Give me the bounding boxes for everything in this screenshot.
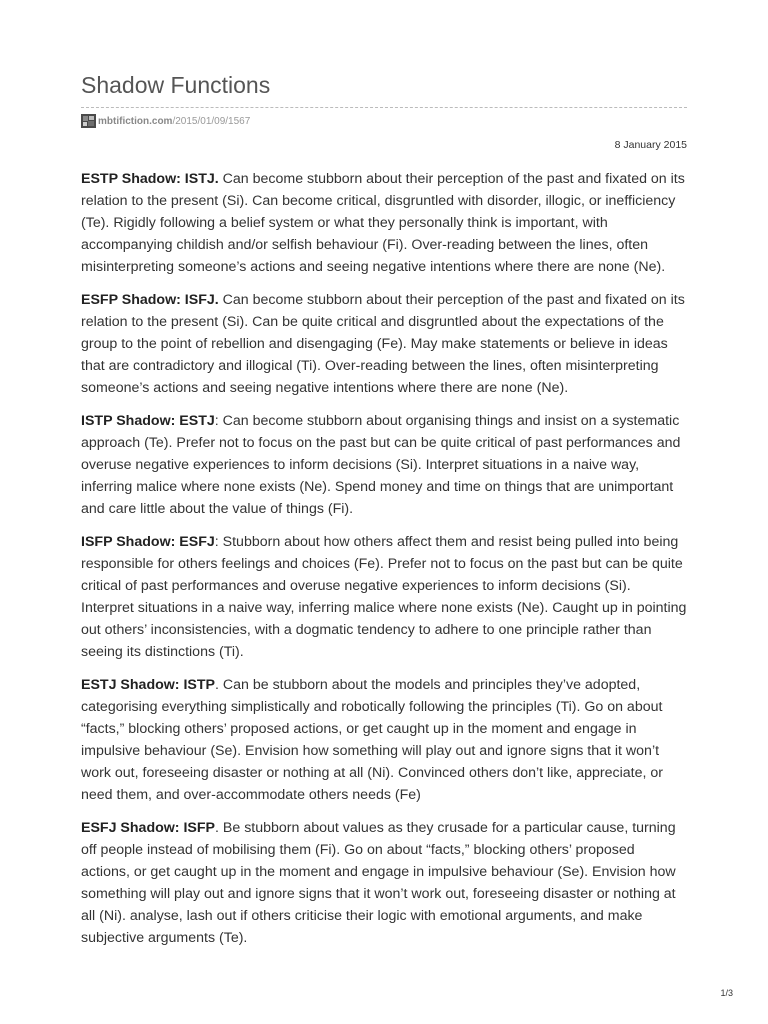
paragraph-esfp xyxy=(81,289,687,399)
paragraph-text: Can become stubborn about their perception of the past and fixated on its relation to the present (Si). Can be quite critical and disgruntled about the expectations of the group to the point of rebellion and disengaging (Fe). May make statements or believe in ideas that are contradictory and illogical (Ti). Over-reading between the lines, often misinterpreting someone’s actions and seeing negative intentions where there are none (Ne). xyxy=(81,292,685,396)
paragraph-heading: ESTJ Shadow: ISTP xyxy=(81,677,216,693)
article-body xyxy=(81,168,687,960)
source-domain-link[interactable]: mbtifiction.com xyxy=(98,115,173,127)
paragraph-text: : Stubborn about how others affect them and resist being pulled into being responsible for others feelings and choices (Fe). Prefer not to focus on the past but can be quite critical of past performances and overuse negative experiences to inform decisions (Si). Interpret situations in a naive way, inferring malice where none exists (Ne). Caught up in pointing out others’ inconsistencies, with a dogmatic tendency to adhere to one principle rather than seeing its distinctions (Ti). xyxy=(81,534,687,660)
paragraph-text: . Can be stubborn about the models and principles they’ve adopted, categorising everything simplistically and robotically following the principles (Ti). Go on about “facts,” blocking others’ proposed actions, or get caught up in the moment and engage in impulsive behaviour (Se). Envision how something will play out and ignore signs that it won’t work out, foreseeing disaster or nothing at all (Ni). Convinced others don’t like, appreciate, or need them, and over-accommodate others needs (Fe) xyxy=(81,677,663,803)
paragraph-heading: ISTP Shadow: ESTJ xyxy=(81,413,215,429)
document-page xyxy=(81,0,687,1024)
paragraph-heading: ESTP Shadow: ISTJ. xyxy=(81,171,219,187)
paragraph-text: Can become stubborn about their perception of the past and fixated on its relation to the present (Si). Can become critical, disgruntled with disorder, illogic, or inefficiency (Te). Rigidly following a belief system or what they personally think is important, with accompanying childish and/or selfish behaviour (Fi). Over-reading between the lines, often misinterpreting someone’s actions and seeing negative intentions where there are none (Ne). xyxy=(81,171,685,275)
paragraph-istp xyxy=(81,410,687,520)
page-number: 1/3 xyxy=(720,988,733,998)
paragraph-heading: ESFP Shadow: ISFJ. xyxy=(81,292,219,308)
site-favicon-icon xyxy=(81,114,96,128)
paragraph-heading: ESFJ Shadow: ISFP xyxy=(81,820,216,836)
paragraph-esfj xyxy=(81,817,687,949)
source-line xyxy=(81,113,250,129)
page-title: Shadow Functions xyxy=(81,72,271,98)
paragraph-isfp xyxy=(81,531,687,663)
paragraph-estj xyxy=(81,674,687,806)
source-path-link[interactable]: /2015/01/09/1567 xyxy=(172,115,251,127)
paragraph-text: : Can become stubborn about organising things and insist on a systematic approach (Te). Prefer not to focus on the past but can be quite critical of past performances and overuse negative experiences to inform decisions (Si). Interpret situations in a naive way, inferring malice where none exists (Ne). Spend money and time on things that are unimportant and care little about the value of things (Fi). xyxy=(81,413,681,517)
paragraph-text: . Be stubborn about values as they crusade for a particular cause, turning off people instead of mobilising them (Fi). Go on about “facts,” blocking others’ proposed actions, or get caught up in the moment and engage in impulsive behaviour (Se). Envision how something will play out and ignore signs that it won’t work out, foreseeing disaster or nothing at all (Ni). analyse, lash out if others criticise their logic with emotional arguments, and make subjective arguments (Te). xyxy=(81,820,676,946)
paragraph-estp xyxy=(81,168,687,278)
paragraph-heading: ISFP Shadow: ESFJ xyxy=(81,534,215,550)
title-divider xyxy=(81,107,687,108)
publish-date: 8 January 2015 xyxy=(614,139,687,151)
